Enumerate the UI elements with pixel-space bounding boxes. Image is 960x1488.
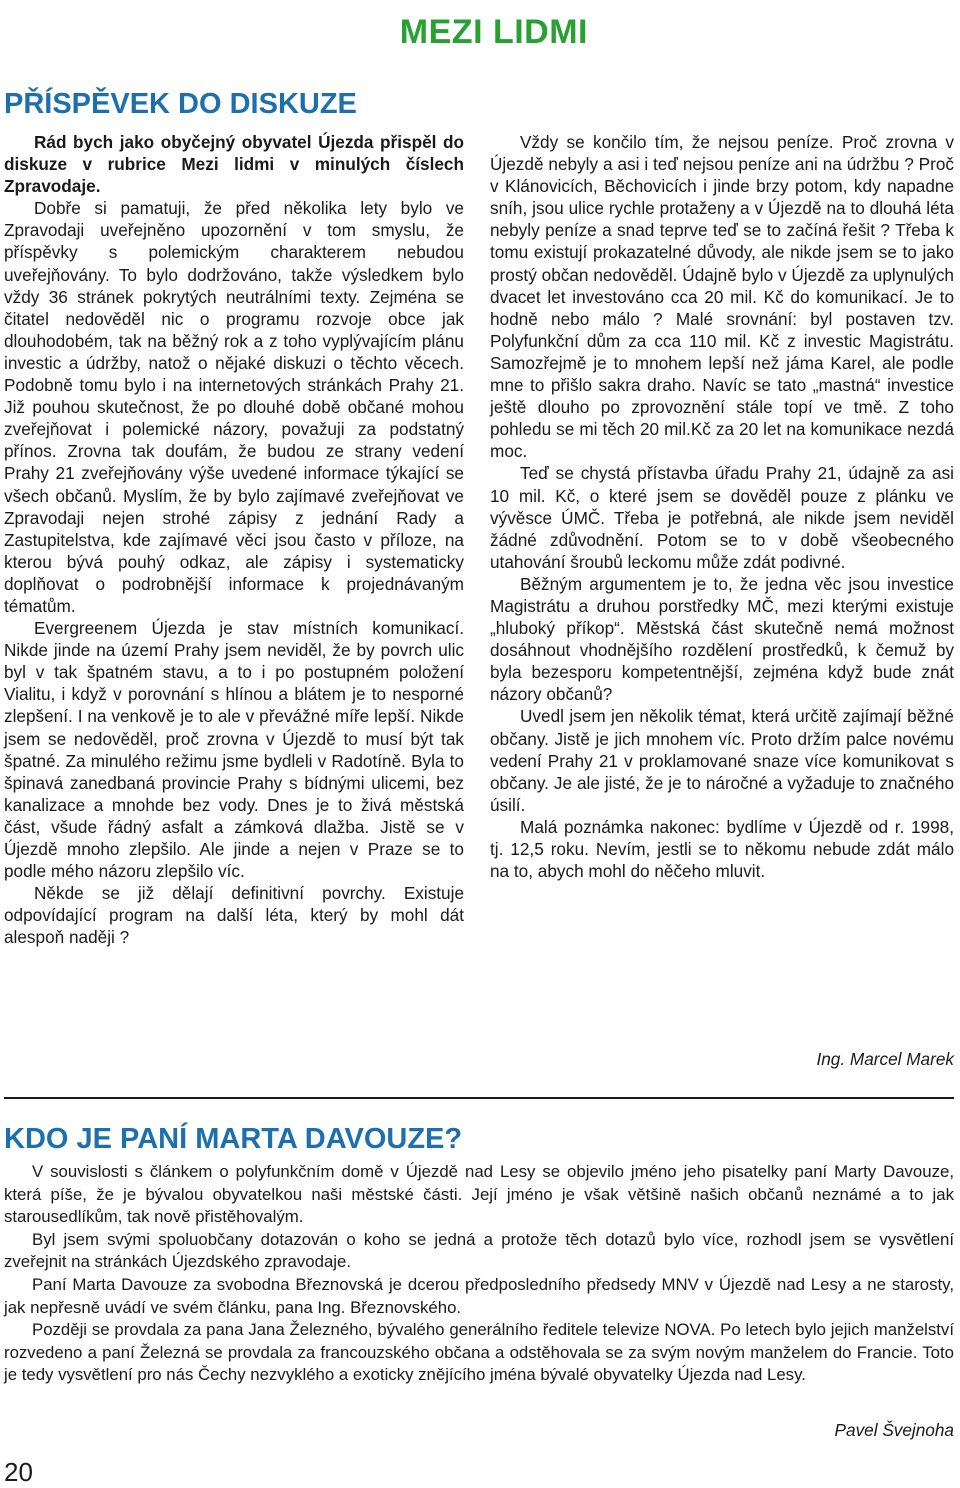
body-paragraph: Později se provdala za pana Jana Železného, bývalého generálního ředitele televize NOVA. Po letech bylo jejich manželství rozvedeno a paní Železná se provdala za francouzského občana a odstěhovala se za svým novým manželem do Francie. Toto je tedy vysvětlení pro nás Čechy nezvyklého a exoticky znějícího jména bývalé obyvatelky Újezda nad Lesy.: [4, 1320, 954, 1385]
page-number: 20: [4, 1457, 33, 1487]
section-tag: MEZI LIDMI: [399, 13, 588, 51]
section-divider: [4, 1097, 954, 1099]
body-paragraph: Paní Marta Davouze za svobodna Březnovská je dcerou předposledního předsedy MNV v Újezdě nad Lesy a ne starosty, jak nepřesně uvádí ve svém článku, pana Ing. Březnovského.: [4, 1274, 954, 1317]
body-paragraph: Evergreenem Újezda je stav místních komunikací. Nikde jinde na území Prahy jsem neviděl, že by povrch ulic byl v tak špatném stavu, a to i po postupném položení Vialitu, i když v porovnání s hlínou a blátem je to nesporné zlepšení. I na venkově je to ale v převážné míře lepší. Nikde jsem se nedověděl, proč zrovna v Újezdě to musí být tak špatné. Za minulého režimu jsme bydleli v Radotíně. Byla to špinavá zanedbaná provincie Prahy s bídnými ulicemi, bez kanalizace a mnohde bez vody. Dnes je to živá městská část, všude řádný asfalt a zámková dlažba. Jistě se v Újezdě mnoho zlepšilo. Ale jinde a nejen v Praze se to podle mého názoru zlepšilo víc.: [4, 618, 464, 882]
article-left-column: [4, 131, 464, 948]
body-paragraph: V souvislosti s článkem o polyfunkčním domě v Újezdě nad Lesy se objevilo jméno jeho pisatelky paní Marty Davouze, která píše, že je bývalou obyvatelkou naši městské části. Její jméno je však většině našich občanů neznámé a to jak starousedlíkům, tak nově přistěhovalým.: [4, 1162, 954, 1227]
article2-title: KDO JE PANÍ MARTA DAVOUZE?: [4, 1123, 463, 1155]
lead-paragraph: Rád bych jako obyčejný obyvatel Újezda přispěl do diskuze v rubrice Mezi lidmi v minulých číslech Zpravodaje.: [4, 132, 464, 197]
body-paragraph: Byl jsem svými spoluobčany dotazován o koho se jedná a protože těch dotazů bylo více, rozhodl jsem se vysvětlení zveřejnit na stránkách Újezdského zpravodaje.: [4, 1229, 954, 1272]
article2-body: [4, 1161, 954, 1387]
body-paragraph: Malá poznámka nakonec: bydlíme v Újezdě od r. 1998, tj. 12,5 roku. Nevím, jestli se to někomu nebude zdát málo na to, abych mohl do něčeho mluvit.: [490, 816, 954, 882]
article2-author: Pavel Švejnoha: [834, 1420, 954, 1440]
article-title: PŘÍSPĚVEK DO DISKUZE: [4, 88, 357, 120]
body-paragraph: Vždy se končilo tím, že nejsou peníze. Proč zrovna v Újezdě nebyly a asi i teď nejsou peníze ani na údržbu ? Proč v Klánovicích, Běchovicích i jinde brzy potom, kdy napadne sníh, jsou ulice rychle protaženy a v Újezdě na to dlouhá léta nebyly peníze a snad teprve teď se to začíná řešit ? Třeba k tomu existují prokazatelné důvody, ale nikde jsem se to jako prostý občan nedověděl. Údajně bylo v Újezdě za uplynulých dvacet let investováno cca 20 mil. Kč do komunikací. Je to hodně nebo málo ? Malé srovnání: byl postaven tzv. Polyfunkční dům za cca 110 mil. Kč z investic Magistrátu. Samozřejmě je to mnohem lepší než jáma Karel, ale podle mne to přišlo sakra draho. Navíc se tato „mastná“ investice ještě dlouho po zprovoznění stále topí ve tmě. Z toho pohledu se mi těch 20 mil.Kč za 20 let na komunikace nezdá moc.: [490, 132, 954, 462]
body-paragraph: Teď se chystá přístavba úřadu Prahy 21, údajně za asi 10 mil. Kč, o které jsem se dověděl pouze z plánku ve vývěsce ÚMČ. Třeba je potřebná, ale nikde jsem neviděl žádné zdůvodnění. Potom se to v době všeobecného utahování šroubů leckomu může zdát podivné.: [490, 463, 954, 572]
body-paragraph: Uvedl jsem jen několik témat, která určitě zajímají běžné občany. Jistě je jich mnohem víc. Proto držím palce novému vedení Prahy 21 v proklamované snaze více komunikovat s občany. Je ale jisté, že je to náročné a vyžaduje to značného úsilí.: [490, 706, 954, 815]
body-paragraph: Dobře si pamatuji, že před několika lety bylo ve Zpravodaji uveřejněno upozornění v tom smyslu, že příspěvky s polemickým charakterem nebudou uveřejňovány. To bylo dodržováno, takže výsledkem bylo vždy 36 stránek pokrytých neutrálními texty. Zejména se čitatel nedověděl nic o programu rozvoje obce jak dlouhodobém, tak na běžný rok a z toho vyplývajícím plánu investic a údržby, natož o nějaké diskuzi o těchto věcech. Podobně tomu bylo i na internetových stránkách Prahy 21. Již pouhou skutečnost, že po dlouhé době občané mohou zveřejňovat i polemické názory, považuji za podstatný přínos. Zrovna tak doufám, že budou ze strany vedení Prahy 21 zveřejňovány výše uvedené informace týkající se všech občanů. Myslím, že by bylo zajímavé zveřejňovat ve Zpravodaji nejen strohé zápisy z jednání Rady a Zastupitelstva, kde zajímavé věci jsou často v příloze, na kterou bývá pouhý odkaz, ale zápisy i systematicky doplňovat o podrobnější informace k projednávaným tématům.: [4, 198, 464, 616]
article-author: Ing. Marcel Marek: [816, 1049, 954, 1069]
article-right-column: [490, 131, 954, 882]
body-paragraph: Běžným argumentem je to, že jedna věc jsou investice Magistrátu a druhou porstředky MČ, mezi kterými existuje „hluboký příkop“. Městská část skutečně nemá možnost dosáhnout vhodnějšího rozdělení prostředků, k čemuž by byla bezesporu kompetentnější, zejména když bude znát názory občanů?: [490, 573, 954, 705]
body-paragraph: Někde se již dělají definitivní povrchy. Existuje odpovídající program na další léta, který by mohl dát alespoň naději ?: [4, 883, 464, 948]
